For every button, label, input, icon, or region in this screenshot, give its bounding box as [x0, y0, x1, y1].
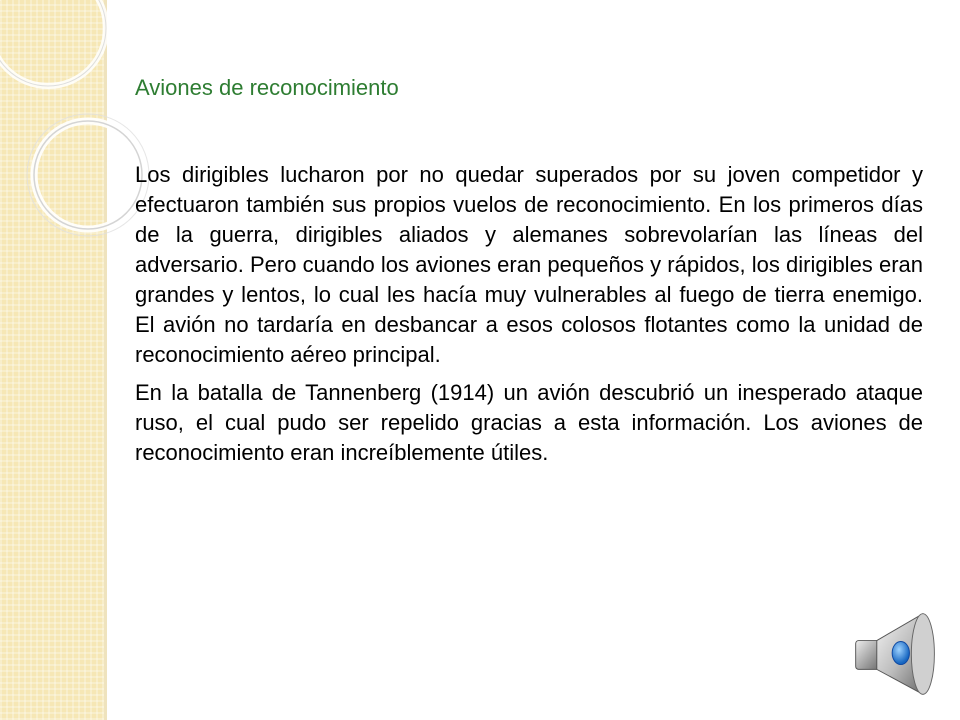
paragraph-1: Los dirigibles lucharon por no quedar superados por su joven competidor y efectuaron también sus propios vuelos de reconocimiento. En los primeros días de la guerra, dirigibles aliados y alemanes sobrevolarían las líneas del adversario. Pero cuando los aviones eran pequeños y rápidos, los dirigibles eran grandes y lentos, lo cual les hacía muy vulnerables al fuego de tierra enemigo. El avión no tardaría en desbancar a esos colosos flotantes como la unidad de reconocimiento aéreo principal. — [135, 162, 923, 367]
slide-title: Aviones de reconocimiento — [135, 75, 399, 100]
paragraph-2: En la batalla de Tannenberg (1914) un avión descubrió un inesperado ataque ruso, el cual pudo ser repelido gracias a esta información. Los aviones de reconocimiento eran increíblemente útiles. — [135, 380, 923, 465]
slide-body — [135, 160, 923, 476]
speaker-icon[interactable] — [848, 606, 944, 702]
